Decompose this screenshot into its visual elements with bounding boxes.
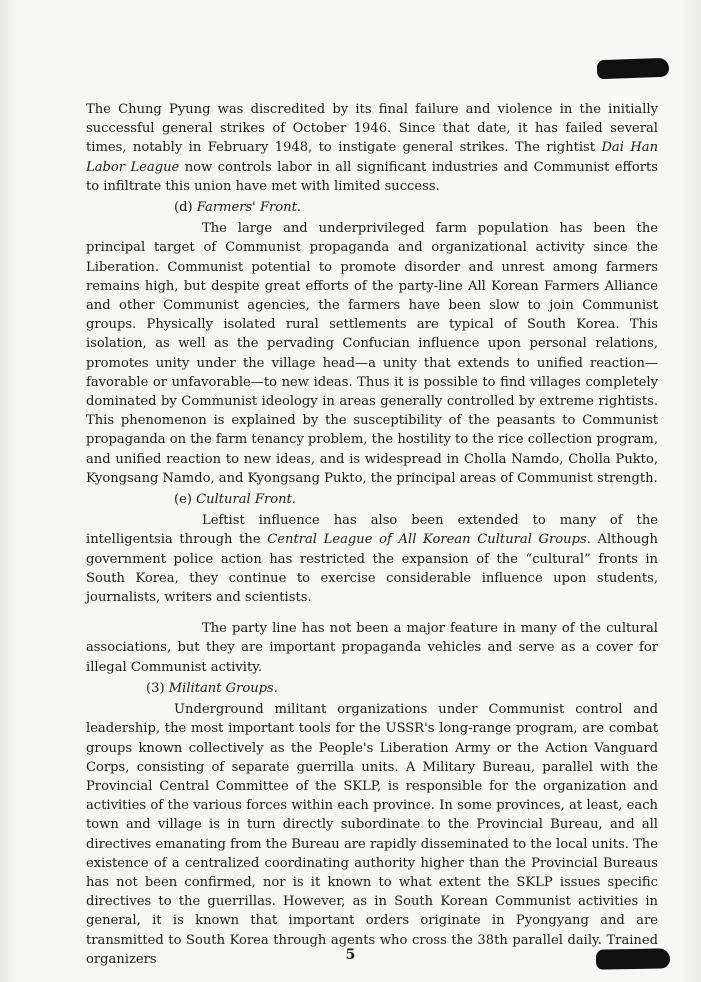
section-marker: (3) xyxy=(146,680,165,696)
section-heading-farmers-front xyxy=(86,198,658,217)
section-heading-militant-groups xyxy=(86,679,658,698)
paragraph-militant: Underground militant organizations under Communist control and leadership, the most important tools for the USSR's long-range program, are combat groups known collectively as the People's Liberation Army or the Action Vanguard Corps, consisting of separate guerrilla units. A Military Bureau, parallel with the Provincial Central Committee of the SKLP, is responsible for the organization and activities of the various forces within each province. In some provinces, at least, each town and village is in turn directly subordinate to the Provincial Bureau, and all directives emanating from the Bureau are rapidly disseminated to the local units. The existence of a centralized coordinating authority higher than the Provincial Bureaus has not been confirmed, nor is it known to what extent the SKLP issues specific directives to the guerrillas. However, as in South Korean Communist activities in general, it is known that important orders originate in Pyongyang and are transmitted to South Korea through agents who cross the 38th parallel daily. Trained organizers xyxy=(86,702,658,967)
page-number: 5 xyxy=(345,947,356,963)
section-title: Cultural Front. xyxy=(196,492,296,508)
section-marker: (e) xyxy=(174,492,192,508)
section-title: Farmers' Front. xyxy=(196,200,302,216)
paragraph-text: The Chung Pyung was discredited by its final failure and violence in the initially successful general strikes of October 1946. Since that date, it has failed several times, notably in February 1948, to instigate general strikes. The rightist xyxy=(86,102,658,156)
section-heading-cultural-front xyxy=(86,490,658,509)
paragraph-text: now controls labor in all significant industries and Communist efforts to infiltrate this union have met with limited success. xyxy=(86,159,658,194)
paragraph-text: Leftist influence has also been extended to many of the intelligentsia through the xyxy=(86,513,658,548)
section-marker: (d) xyxy=(174,200,193,216)
emphasis-central-league: Central League of All Korean Cultural Groups xyxy=(267,532,587,548)
paragraph-gap xyxy=(86,609,658,619)
emphasis-dai-han-labor-league: Dai Han Labor League xyxy=(86,140,658,175)
document-body xyxy=(86,100,658,971)
paragraph-labor-league xyxy=(86,100,658,196)
redaction-mark-top xyxy=(597,58,670,80)
paragraph-text: . Although government police action has restricted the expansion of the “cultural” fronts in South Korea, they continue to exercise considerable influence upon students, journalists, writers and scientists. xyxy=(86,532,658,606)
paragraph-farmers: The large and underprivileged farm population has been the principal target of Communist propaganda and organizational activity since the Liberation. Communist potential to promote disorder and unrest among farmers remains high, but despite great efforts of the party-line All Korean Farmers Alliance and other Communist agencies, the farmers have been slow to join Communist groups. Physically isolated rural settlements are typical of South Korea. This isolation, as well as the pervading Confucian influence upon personal relations, promotes unity under the village head—a unity that extends to unified reaction—favorable or unfavorable—to new ideas. Thus it is possible to find villages completely dominated by Communist ideology in areas generally controlled by extreme rightists. This phenomenon is explained by the susceptibility of the peasants to Communist propaganda on the farm tenancy problem, the hostility to the rice collection program, and unified reaction to new ideas, and is widespread in Cholla Namdo, Cholla Pukto, Kyongsang Namdo, and Kyongsang Pukto, the principal areas of Communist strength. xyxy=(86,221,658,486)
paragraph-party-line: The party line has not been a major feature in many of the cultural associations, but they are important propaganda vehicles and serve as a cover for illegal Communist activity. xyxy=(86,621,658,675)
redaction-mark-bottom xyxy=(596,948,670,969)
paragraph-cultural xyxy=(86,511,658,607)
section-title: Militant Groups. xyxy=(168,680,278,696)
